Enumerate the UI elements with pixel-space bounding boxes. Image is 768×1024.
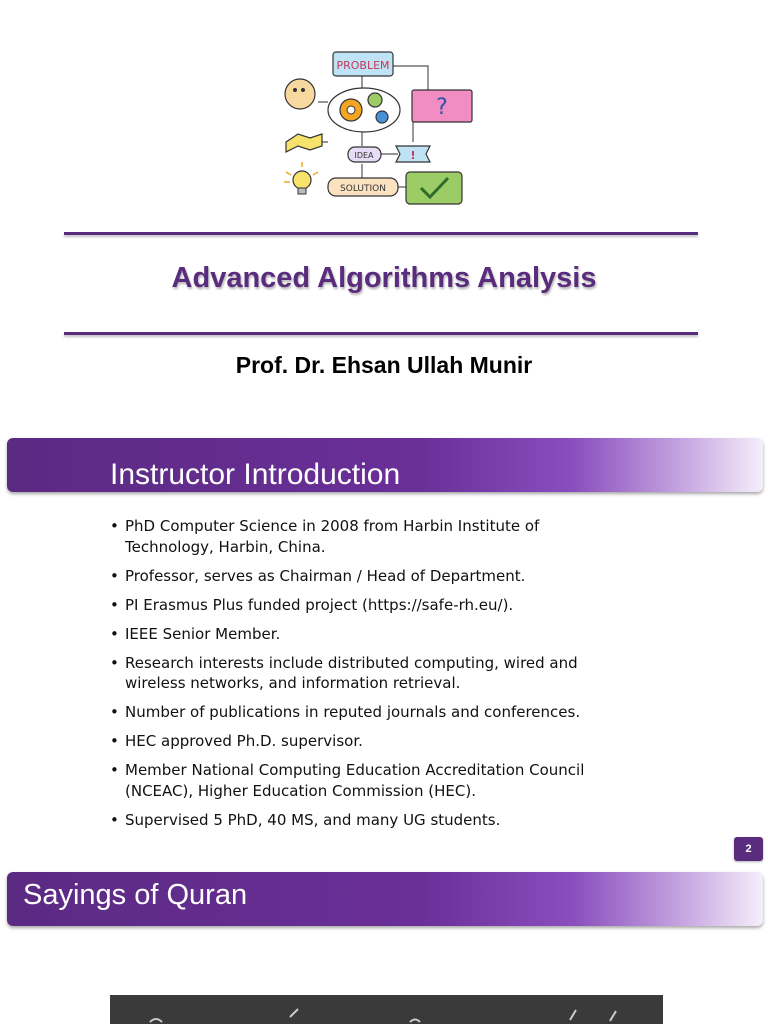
list-item: • Professor, serves as Chairman / Head of Department. — [110, 566, 630, 587]
title-slide — [0, 0, 768, 420]
checkmark-icon — [406, 172, 462, 204]
list-item: • Research interests include distributed computing, wired and wireless networks, and information retrieval. — [110, 653, 630, 694]
list-item: • Member National Computing Education Accreditation Council (NCEAC), Higher Education Commission (HEC). — [110, 760, 630, 801]
slide-heading: Instructor Introduction — [110, 458, 401, 491]
svg-text:!: ! — [410, 149, 416, 162]
book-icon — [286, 134, 322, 152]
svg-text:IDEA: IDEA — [354, 151, 374, 160]
list-item: • IEEE Senior Member. — [110, 624, 630, 645]
problem-solving-illustration — [278, 42, 478, 212]
thinking-head-icon — [285, 79, 315, 109]
list-item: • Number of publications in reputed journals and conferences. — [110, 702, 630, 723]
slide-heading: Sayings of Quran — [23, 879, 248, 911]
list-item: • PhD Computer Science in 2008 from Harbin Institute of Technology, Harbin, China. — [110, 516, 630, 557]
author-name: Prof. Dr. Ehsan Ullah Munir — [235, 352, 533, 378]
sayings-of-quran-banner — [7, 872, 763, 926]
svg-text:PROBLEM: PROBLEM — [336, 59, 390, 72]
list-item: • HEC approved Ph.D. supervisor. — [110, 731, 630, 752]
divider-top — [64, 232, 698, 235]
divider-bottom — [64, 332, 698, 335]
quran-verse-image — [110, 995, 663, 1024]
svg-text:?: ? — [436, 95, 448, 120]
svg-text:SOLUTION: SOLUTION — [340, 184, 386, 194]
instructor-intro-banner — [7, 438, 763, 492]
list-item: • Supervised 5 PhD, 40 MS, and many UG students. — [110, 810, 630, 831]
lightbulb-icon — [293, 171, 311, 189]
bullet-list — [110, 516, 630, 839]
page-number-badge: 2 — [734, 837, 763, 861]
presentation-title: Advanced Algorithms Analysis — [171, 262, 597, 294]
list-item: • PI Erasmus Plus funded project (https://safe-rh.eu/). — [110, 595, 630, 616]
